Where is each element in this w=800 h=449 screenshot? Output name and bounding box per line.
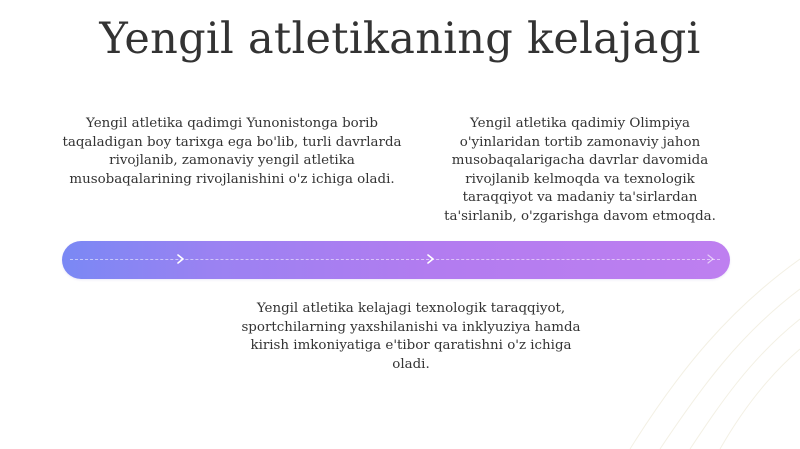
arrow-right-icon: [426, 252, 436, 266]
timeline-line: [70, 259, 720, 261]
timeline-bar: [62, 241, 730, 279]
paragraph-future: Yengil atletika kelajagi texnologik taraqqiyot, sportchilarning yaxshilanishi va inklyuziya hamda kirish imkoniyatiga e'tibor qaratishni o'z ichiga oladi.: [241, 301, 581, 372]
paragraph-history: Yengil atletika qadimgi Yunonistonga borib taqaladigan boy tarixga ega bo'lib, turli davrlarda rivojlanib, zamonaviy yengil atletika musobaqalarining rivojlanishini o'z ichiga oladi.: [62, 116, 402, 187]
slide-title: Yengil atletikaning kelajagi: [99, 14, 701, 64]
arrow-right-icon: [176, 252, 186, 266]
paragraph-evolution: Yengil atletika qadimiy Olimpiya o'yinlaridan tortib zamonaviy jahon musobaqalarigacha davrlar davomida rivojlanib kelmoqda va texnologik taraqqiyot va madaniy ta'sirlardan ta'sirlanib, o'zgarishga davom etmoqda.: [444, 116, 716, 224]
timeline-end-marker-icon: [706, 252, 716, 266]
